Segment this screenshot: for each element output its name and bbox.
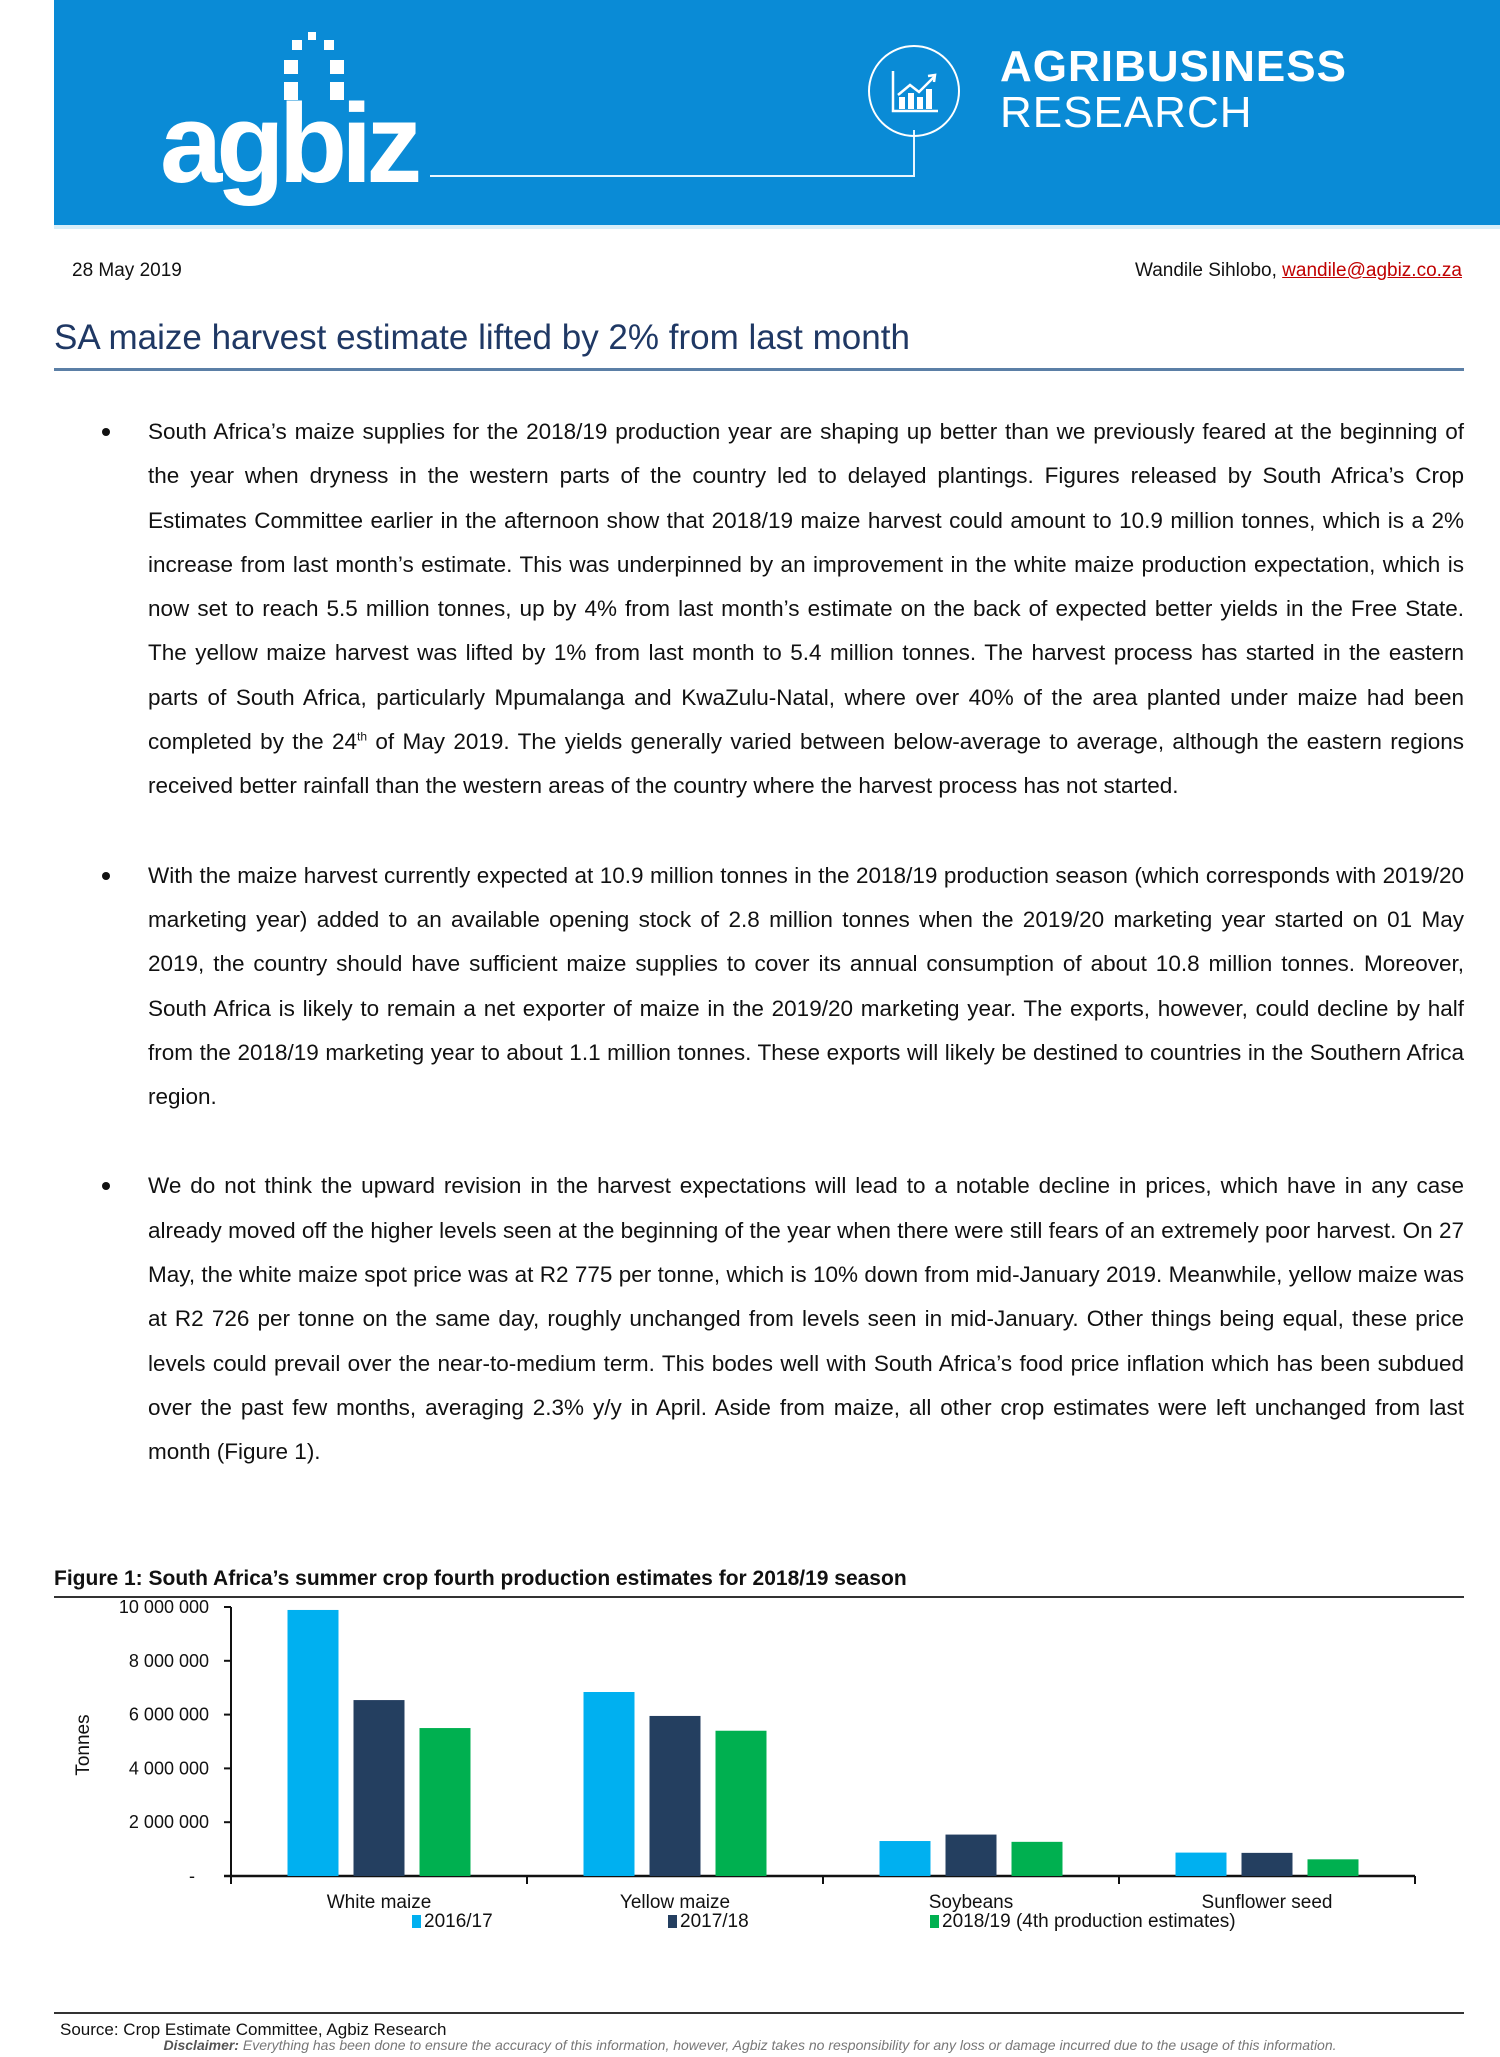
legend [412, 1911, 1236, 1932]
figure-source: Source: Crop Estimate Committee, Agbiz Research [60, 2020, 447, 2039]
bullet-list [54, 410, 1464, 1520]
author-line [1135, 260, 1462, 282]
y-tick-label: 8 000 000 [128, 1650, 209, 1671]
x-category-label: White maize [326, 1892, 432, 1913]
legend-swatch [412, 1915, 421, 1928]
bar [420, 1728, 471, 1876]
bar [288, 1610, 339, 1876]
bullet-item [54, 410, 1464, 809]
bars [288, 1610, 1359, 1876]
bar [1176, 1853, 1227, 1876]
y-axis [119, 1598, 231, 1886]
x-category-label: Sunflower seed [1201, 1892, 1333, 1913]
publication-date: 28 May 2019 [72, 260, 182, 281]
logo-connector-line [430, 175, 915, 177]
legend-label: 2018/19 (4th production estimates) [942, 1911, 1236, 1932]
author-email-link[interactable]: wandile@agbiz.co.za [1282, 260, 1462, 281]
bullet-icon [102, 872, 110, 880]
bar [1012, 1842, 1063, 1876]
disclaimer-text: Everything has been done to ensure the accuracy of this information, however, Agbiz takes no responsibility for any loss or damage incurred due to the usage of this information. [238, 2037, 1337, 2053]
y-axis-title: Tonnes [73, 1714, 94, 1776]
legend-label: 2016/17 [424, 1911, 493, 1932]
figure-title: Figure 1: South Africa’s summer crop fourth production estimates for 2018/19 season [54, 1567, 907, 1590]
bullet-text [148, 1164, 1464, 1474]
bullet-text-part: of May 2019. The yields generally varied between below-average to average, although the eastern regions received better rainfall than the western areas of the country where the harvest process has not started. [148, 729, 1464, 799]
bullet-item [54, 854, 1464, 1120]
bar [1242, 1853, 1293, 1876]
brand-title: AGRIBUSINESS [1000, 42, 1347, 91]
author-name: Wandile Sihlobo, [1134, 260, 1283, 281]
bar [584, 1692, 635, 1876]
bullet-icon [102, 428, 110, 436]
bar [946, 1835, 997, 1876]
bullet-text [148, 854, 1464, 1120]
bullet-text-part: With the maize harvest currently expected at 10.9 million tonnes in the 2018/19 production season (which corresponds with 2019/20 marketing year) added to an available opening stock of 2.8 million tonnes when the 2019/20 marketing year started on 01 May 2019, the country should have sufficient maize supplies to cover its annual consumption of about 10.8 million tonnes. Moreover, South Africa is likely to remain a net exporter of maize in the 2019/20 marketing year. The exports, however, could decline by half from the 2018/19 marketing year to about 1.1 million tonnes. These exports will likely be destined to countries in the Southern Africa region. [148, 862, 1464, 1110]
bullet-text-part: South Africa’s maize supplies for the 2018/19 production year are shaping up better than we previously feared at the beginning of the year when dryness in the western parts of the country led to delayed plantings. Figures released by South Africa’s Crop Estimates Committee earlier in the afternoon show that 2018/19 maize harvest could amount to 10.9 million tonnes, which is a 2% increase from last month’s estimate. This was underpinned by an improvement in the white maize production expectation, which is now set to reach 5.5 million tonnes, up by 4% from last month’s estimate on the back of expected better yields in the Free State. The yellow maize harvest was lifted by 1% from last month to 5.4 million tonnes. The harvest process has started in the eastern parts of South Africa, particularly Mpumalanga and KwaZulu-Natal, where over 40% of the area planted under maize had been completed by the 24 [148, 419, 1464, 755]
page-title: SA maize harvest estimate lifted by 2% from last month [54, 318, 910, 357]
y-tick-label: 6 000 000 [128, 1704, 209, 1725]
agbiz-logo: agbiz [160, 81, 417, 206]
y-tick-label: 2 000 000 [128, 1812, 209, 1833]
legend-swatch [668, 1915, 677, 1928]
bullet-icon [102, 1182, 110, 1190]
bar [716, 1731, 767, 1876]
bar [650, 1716, 701, 1876]
y-tick-label: 4 000 000 [128, 1758, 209, 1779]
growth-chart-icon [868, 45, 960, 137]
disclaimer-label: Disclaimer: [163, 2037, 239, 2053]
x-category-label: Soybeans [928, 1892, 1014, 1913]
y-tick-label: 10 000 000 [118, 1598, 209, 1617]
disclaimer [0, 2037, 1500, 2053]
legend-swatch [930, 1915, 939, 1928]
bar [1308, 1859, 1359, 1876]
bar [354, 1700, 405, 1876]
figure-bottom-rule [54, 2012, 1464, 2014]
title-divider [54, 368, 1464, 371]
bullet-text-part: We do not think the upward revision in the harvest expectations will lead to a notable decline in prices, which have in any case already moved off the higher levels seen at the beginning of the year when there were still fears of an extremely poor harvest. On 27 May, the white maize spot price was at R2 775 per tonne, which is 10% down from mid-January 2019. Meanwhile, yellow maize was at R2 726 per tonne on the same day, roughly unchanged from levels seen in mid-January. Other things being equal, these price levels could prevail over the near-to-medium term. This bodes well with South Africa’s food price inflation which has been subdued over the past few months, averaging 2.3% y/y in April. Aside from maize, all other crop estimates were left unchanged from last month (Figure 1). [148, 1173, 1464, 1465]
bullet-text [148, 410, 1464, 809]
x-axis [224, 1876, 1415, 1913]
x-category-label: Yellow maize [619, 1892, 731, 1913]
legend-label: 2017/18 [680, 1911, 749, 1932]
bar [880, 1841, 931, 1876]
superscript: th [356, 729, 367, 744]
bullet-item [54, 1164, 1464, 1474]
y-tick-label: - [189, 1866, 195, 1886]
bar-chart [0, 1598, 1500, 2008]
brand-subtitle: RESEARCH [1000, 88, 1253, 137]
banner-divider [54, 225, 1500, 229]
logo-connector-line-vertical [913, 130, 915, 177]
